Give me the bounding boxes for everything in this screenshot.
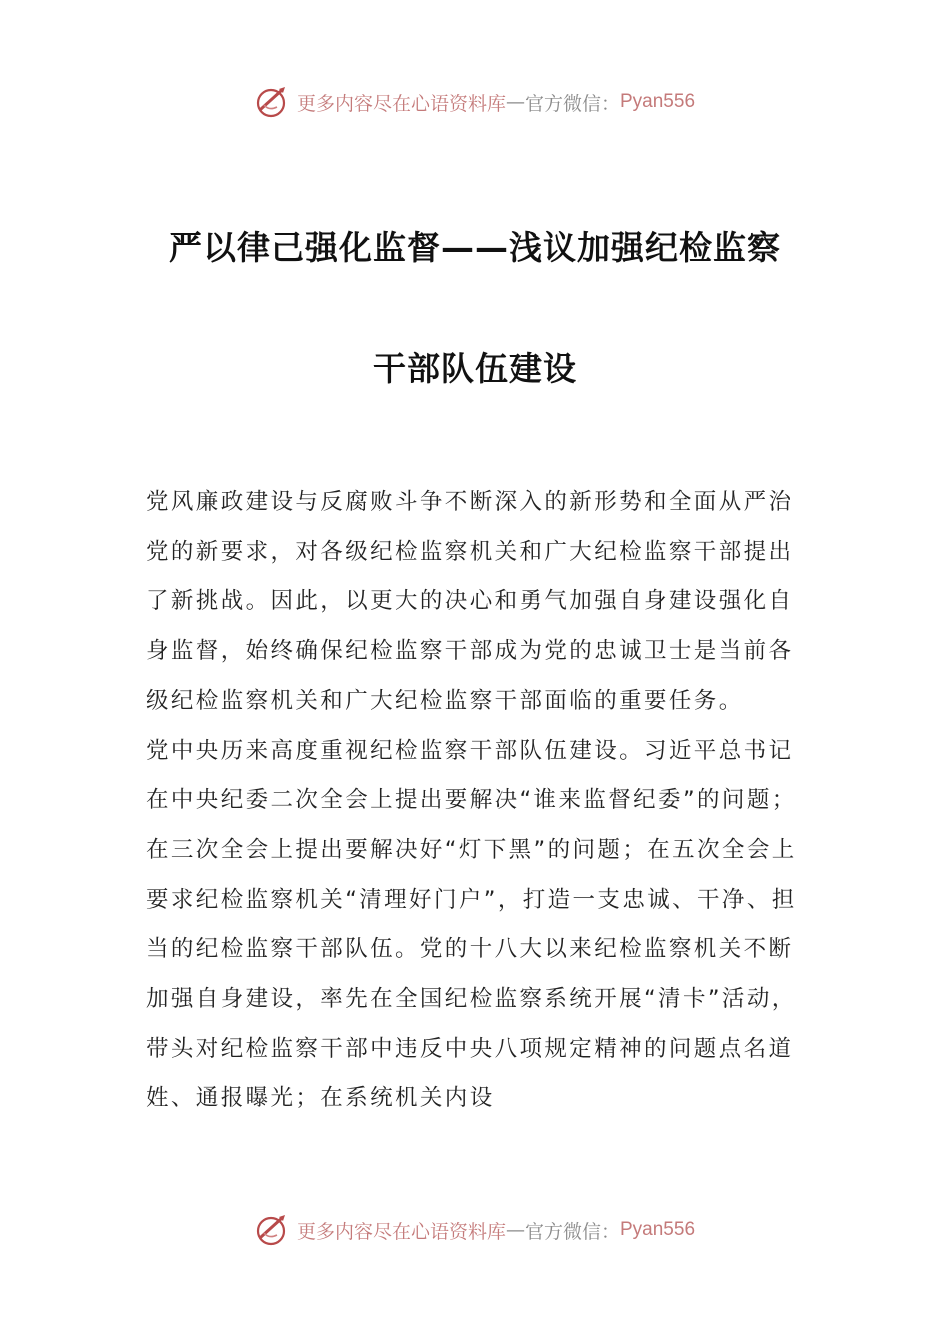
pen-logo-icon bbox=[255, 1213, 289, 1247]
document-title-line-1: 严以律己强化监督——浅议加强纪检监察 bbox=[169, 228, 781, 267]
watermark-site: 更多内容尽在心语资料库 bbox=[296, 1220, 506, 1243]
watermark-text bbox=[297, 89, 695, 116]
watermark-dash: — bbox=[505, 91, 525, 113]
watermark-wechat-id: Pyan556 bbox=[620, 91, 696, 112]
paragraph-1: 党风廉政建设与反腐败斗争不断深入的新形势和全面从严治党的新要求，对各级纪检监察机关和广大纪检监察干部提出了新挑战。因此，以更大的决心和勇气加强自身建设强化自身监督，始终确保纪检监察干部成为党的忠诚卫士是当前各级纪检监察机关和广大纪检监察干部面临的重要任务。 bbox=[146, 489, 794, 714]
footer-watermark bbox=[0, 1210, 950, 1250]
watermark-site: 更多内容尽在心语资料库 bbox=[296, 92, 506, 115]
document-body bbox=[146, 478, 806, 1124]
watermark-wechat-id: Pyan556 bbox=[620, 1219, 696, 1240]
watermark-wechat-label: 官方微信： bbox=[524, 92, 620, 115]
pen-logo-icon bbox=[255, 85, 289, 119]
header-watermark bbox=[0, 82, 950, 122]
paragraph-2: 党中央历来高度重视纪检监察干部队伍建设。习近平总书记在中央纪委二次全会上提出要解决“谁来监督纪委”的问题；在三次全会上提出要解决好“灯下黑”的问题；在五次全会上要求纪检监察机关“清理好门户”，打造一支忠诚、干净、担当的纪检监察干部队伍。党的十八大以来纪检监察机关不断加强自身建设，率先在全国纪检监察系统开展“清卡”活动，带头对纪检监察干部中违反中央八项规定精神的问题点名道姓、通报曝光；在系统机关内设 bbox=[146, 737, 797, 1112]
watermark-wechat-label: 官方微信： bbox=[524, 1220, 620, 1243]
watermark-dash: — bbox=[505, 1219, 525, 1241]
document-title-line-2: 干部队伍建设 bbox=[373, 349, 577, 388]
watermark-text bbox=[297, 1217, 695, 1244]
